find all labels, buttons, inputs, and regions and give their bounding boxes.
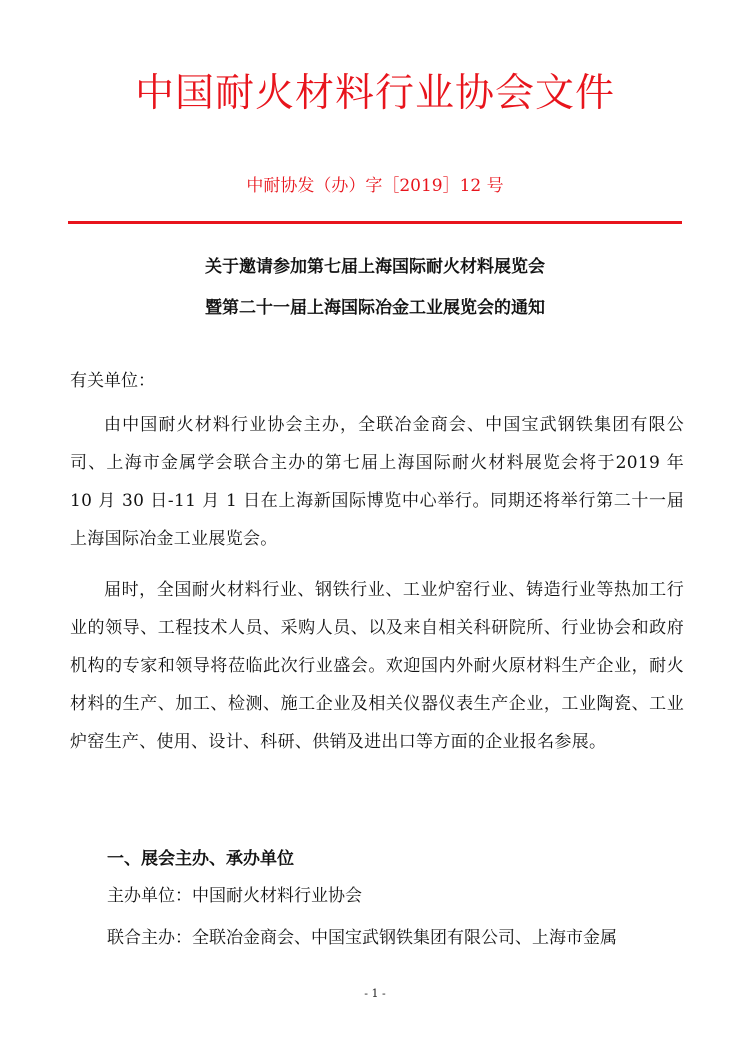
salutation: 有关单位：: [70, 371, 155, 391]
notice-title-line-2: 暨第二十一届上海国际冶金工业展览会的通知: [205, 298, 545, 318]
body-paragraph-2: 届时，全国耐火材料行业、钢铁行业、工业炉窑行业、铸造行业等热加工行业的领导、工程技术人员、采购人员、以及来自相关科研院所、行业协会和政府机构的专家和领导将莅临此次行业盛会。欢迎国内外耐火原材料生产企业，耐火材料的生产、加工、检测、施工企业及相关仪器仪表生产企业，工业陶瓷、工业炉窑生产、使用、设计、科研、供销及进出口等方面的企业报名参展。: [70, 580, 684, 752]
host-organizer-line: 主办单位：中国耐火材料行业协会: [107, 886, 362, 906]
document-number: 中耐协发（办）字［2019］12 号: [246, 176, 504, 196]
section-heading-organizers: 一、展会主办、承办单位: [107, 849, 294, 869]
header-divider: [68, 221, 682, 224]
body-paragraph-1: 由中国耐火材料行业协会主办，全联冶金商会、中国宝武钢铁集团有限公司、上海市金属学会联合主办的第七届上海国际耐火材料展览会将于2019 年 10 月 30 日-11 月 1 日在上海新国际博览中心举行。同期还将举行第二十一届上海国际冶金工业展览会。: [70, 415, 684, 549]
co-host-organizer-line: 联合主办：全联冶金商会、中国宝武钢铁集团有限公司、上海市金属: [107, 928, 617, 948]
page-number: - 1 -: [364, 987, 386, 1000]
document-header-title: 中国耐火材料行业协会文件: [134, 71, 615, 116]
notice-title-line-1: 关于邀请参加第七届上海国际耐火材料展览会: [205, 257, 545, 277]
